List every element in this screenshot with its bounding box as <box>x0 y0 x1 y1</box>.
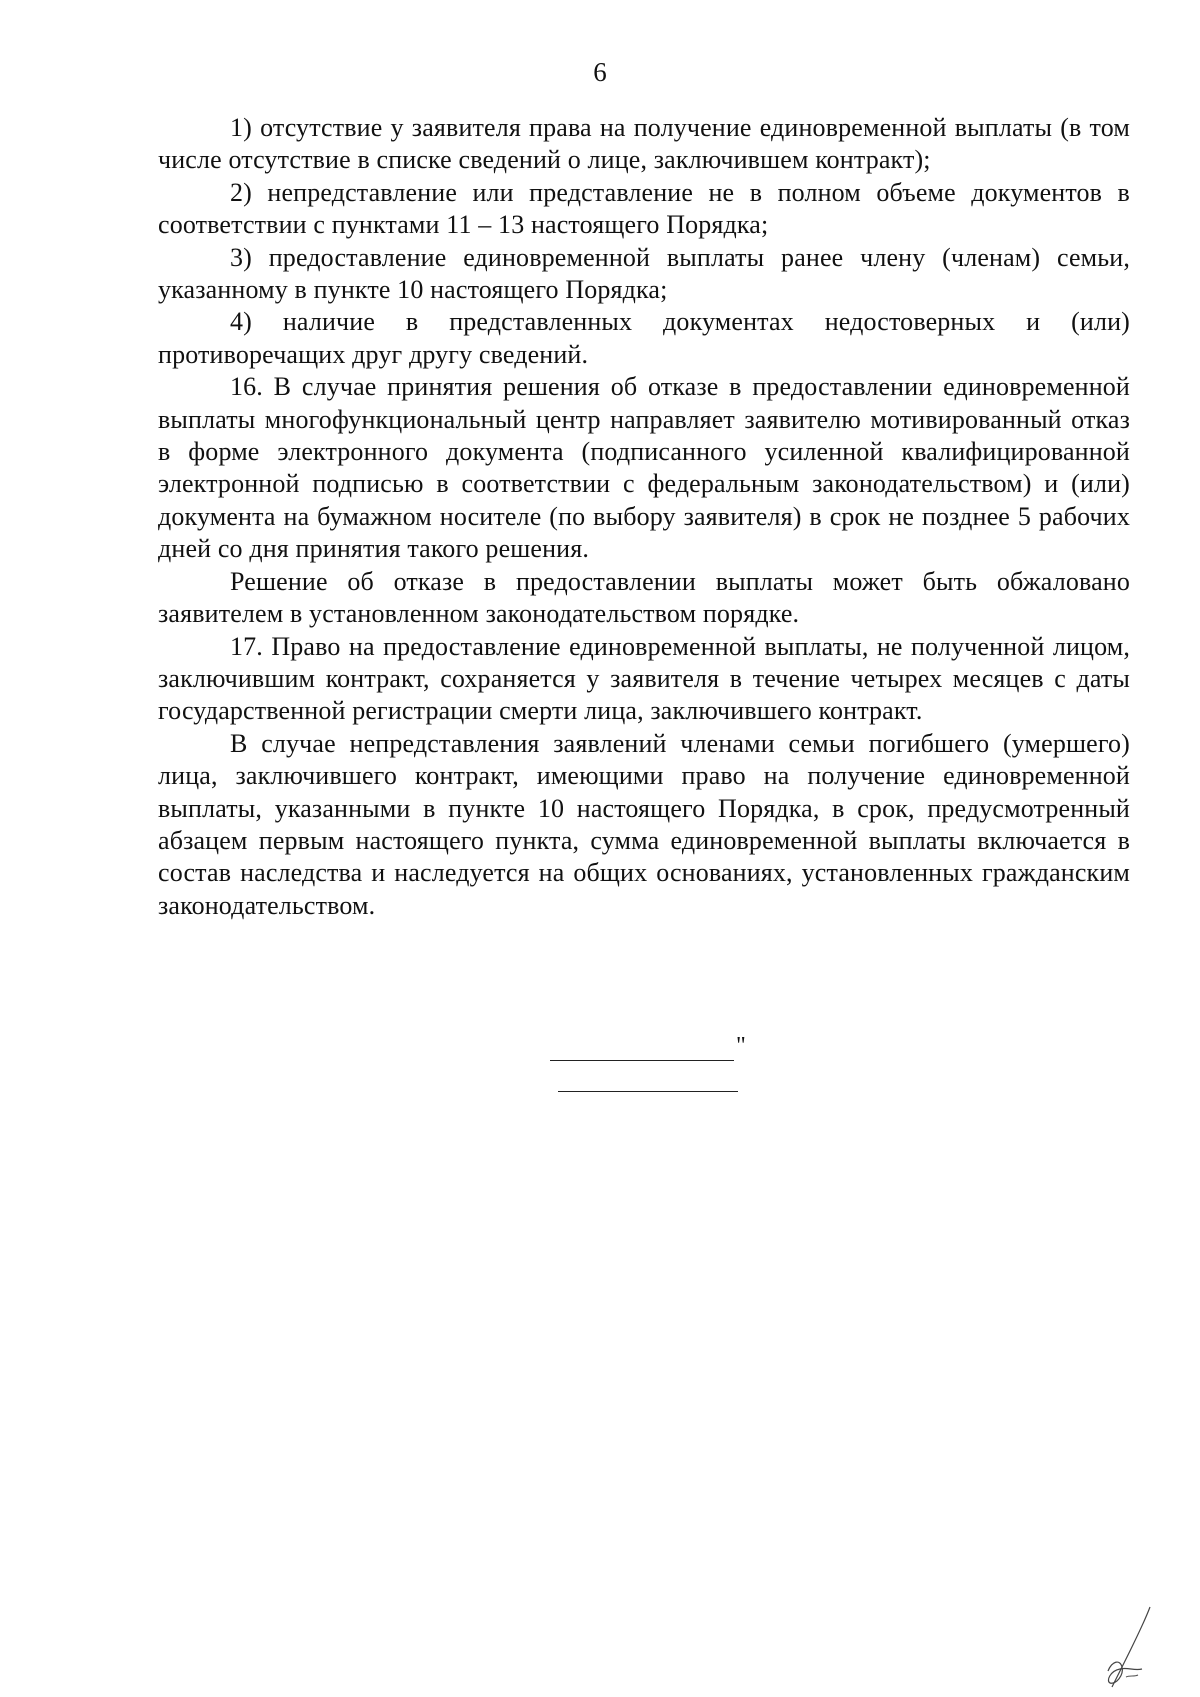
document-body <box>158 112 1130 922</box>
signature-icon <box>1098 1605 1168 1690</box>
paragraph-item-1: 1) отсутствие у заявителя права на получение единовременной выплаты (в том числе отсутствие в списке сведений о лице, заключившем контракт); <box>158 113 1130 175</box>
end-divider-line <box>550 1060 734 1061</box>
paragraph-appeal: Решение об отказе в предоставлении выплаты может быть обжаловано заявителем в установленном законодательством порядке. <box>158 566 1130 629</box>
paragraph-item-4: 4) наличие в представленных документах недостоверных и (или) противоречащих друг другу сведений. <box>158 307 1130 369</box>
paragraph-clause-17: 17. Право на предоставление единовременной выплаты, не полученной лицом, заключившим контракт, сохраняется у заявителя в течение четырех месяцев с даты государственной регистрации смерти лица, заключившего контракт. <box>158 631 1130 726</box>
closing-quote-mark: " <box>736 1033 746 1059</box>
paragraph-clause-16: 16. В случае принятия решения об отказе в предоставлении единовременной выплаты многофункциональный центр направляет заявителю мотивированный отказ в форме электронного документа (подписанного усиленной квалифицированной электронной подписью в соответствии с федеральным законодательством) и (или) документа на бумажном носителе (по выбору заявителя) в срок не позднее 5 рабочих дней со дня принятия такого решения. <box>158 372 1130 564</box>
end-divider-line-lower <box>558 1091 738 1092</box>
page-number: 6 <box>593 57 607 87</box>
paragraph-item-3: 3) предоставление единовременной выплаты ранее члену (членам) семьи, указанному в пункте 10 настоящего Порядка; <box>158 242 1130 305</box>
paragraph-item-2: 2) непредставление или представление не в полном объеме документов в соответствии с пунктами 11 – 13 настоящего Порядка; <box>158 177 1130 240</box>
paragraph-inheritance: В случае непредставления заявлений членами семьи погибшего (умершего) лица, заключившего контракт, имеющими право на получение единовременной выплаты, указанными в пункте 10 настоящего Порядка, в срок, предусмотренный абзацем первым настоящего пункта, сумма единовременной выплаты включается в состав наследства и наследуется на общих основаниях, установленных гражданским законодательством. <box>158 728 1130 920</box>
end-of-text-mark <box>550 1024 750 1094</box>
